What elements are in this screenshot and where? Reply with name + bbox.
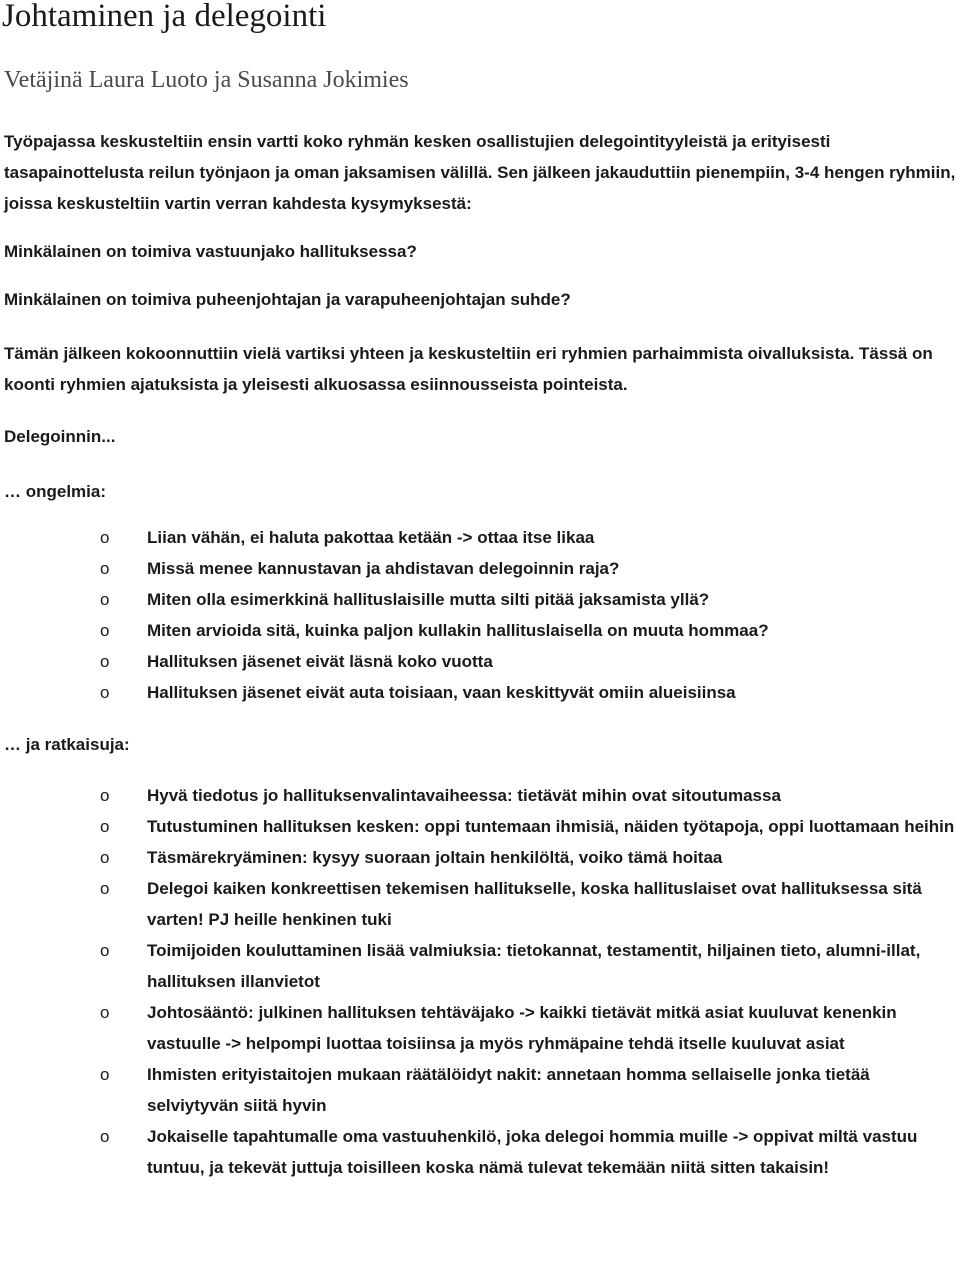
list-item (0, 997, 960, 1059)
list-item (0, 1059, 960, 1121)
bullet-icon: o (100, 941, 110, 960)
question-1: Minkälainen on toimiva vastuunjako hallituksessa? (4, 242, 417, 261)
page-title: Johtaminen ja delegointi (2, 0, 327, 34)
list-item (0, 780, 960, 811)
bullet-icon: o (100, 528, 110, 547)
bullet-icon: o (100, 652, 110, 671)
bullet-icon: o (100, 590, 110, 609)
bullet-icon: o (100, 1127, 110, 1146)
problem-text: Liian vähän, ei haluta pakottaa ketään -> ottaa itse likaa (147, 528, 595, 547)
list-item (0, 553, 960, 584)
list-item (0, 1121, 960, 1183)
bullet-icon: o (100, 848, 110, 867)
problem-text: Hallituksen jäsenet eivät läsnä koko vuotta (147, 652, 493, 671)
list-item (0, 873, 960, 935)
bullet-icon: o (100, 559, 110, 578)
list-item (0, 811, 960, 842)
list-item (0, 677, 960, 708)
list-item (0, 646, 960, 677)
problem-text: Miten arvioida sitä, kuinka paljon kullakin hallituslaisella on muuta hommaa? (147, 621, 769, 640)
solution-text: Hyvä tiedotus jo hallituksenvalintavaiheessa: tietävät mihin ovat sitoutumassa (147, 786, 781, 805)
solution-text: Delegoi kaiken konkreettisen tekemisen hallitukselle, koska hallituslaiset ovat hallituksessa sitä varten! PJ heille henkinen tuki (147, 879, 922, 929)
solution-text: Täsmärekryäminen: kysyy suoraan joltain henkilöltä, voiko tämä hoitaa (147, 848, 723, 867)
list-item (0, 615, 960, 646)
bullet-icon: o (100, 683, 110, 702)
solution-text: Ihmisten erityistaitojen mukaan räätälöidyt nakit: annetaan homma sellaiselle jonka tietää selviytyvän siitä hyvin (147, 1065, 870, 1115)
solution-text: Toimijoiden kouluttaminen lisää valmiuksia: tietokannat, testamentit, hiljainen tieto, alumni-illat, hallituksen illanvietot (147, 941, 921, 991)
page-subtitle: Vetäjinä Laura Luoto ja Susanna Jokimies (4, 67, 409, 93)
bullet-icon: o (100, 1065, 110, 1084)
bullet-icon: o (100, 879, 110, 898)
list-item (0, 842, 960, 873)
list-item (0, 522, 960, 553)
solution-text: Tutustuminen hallituksen kesken: oppi tuntemaan ihmisiä, näiden työtapoja, oppi luottamaan heihin (147, 817, 955, 836)
bullet-icon: o (100, 786, 110, 805)
list-item (0, 935, 960, 997)
list-item (0, 584, 960, 615)
bullet-icon: o (100, 621, 110, 640)
bullet-icon: o (100, 1003, 110, 1022)
delegation-heading: Delegoinnin... (4, 427, 116, 446)
intro-paragraph: Työpajassa keskusteltiin ensin vartti koko ryhmän kesken osallistujien delegointityyleistä ja erityisesti tasapainottelusta reilun työnjaon ja oman jaksamisen välillä. Sen jälkeen jakauduttiin pienempiin, 3-4 hengen ryhmiin, joissa keskusteltiin vartin verran kahdesta kysymyksestä: (4, 132, 956, 213)
solutions-heading: … ja ratkaisuja: (4, 735, 130, 754)
problems-heading: … ongelmia: (4, 482, 107, 501)
problem-text: Hallituksen jäsenet eivät auta toisiaan, vaan keskittyvät omiin alueisiinsa (147, 683, 736, 702)
solution-text: Jokaiselle tapahtumalle oma vastuuhenkilö, joka delegoi hommia muille -> oppivat miltä vastuu tuntuu, ja tekevät juttuja toisilleen koska nämä tulevat tekemään niitä sitten takaisin! (147, 1127, 918, 1177)
bullet-icon: o (100, 817, 110, 836)
solution-text: Johtosääntö: julkinen hallituksen tehtäväjako -> kaikki tietävät mitkä asiat kuuluvat kenenkin vastuulle -> helpompi luottaa toisiinsa ja myös ryhmäpaine tehdä itselle kuuluvat asiat (147, 1003, 897, 1053)
problem-text: Missä menee kannustavan ja ahdistavan delegoinnin raja? (147, 559, 620, 578)
question-2: Minkälainen on toimiva puheenjohtajan ja varapuheenjohtajan suhde? (4, 290, 571, 309)
summary-paragraph: Tämän jälkeen kokoonnuttiin vielä vartiksi yhteen ja keskusteltiin eri ryhmien parhaimmista oivalluksista. Tässä on koonti ryhmien ajatuksista ja yleisesti alkuosassa esiinnousseista pointeista. (4, 344, 933, 394)
problems-list (0, 522, 960, 708)
solutions-list (0, 780, 960, 1183)
problem-text: Miten olla esimerkkinä hallituslaisille mutta silti pitää jaksamista yllä? (147, 590, 710, 609)
